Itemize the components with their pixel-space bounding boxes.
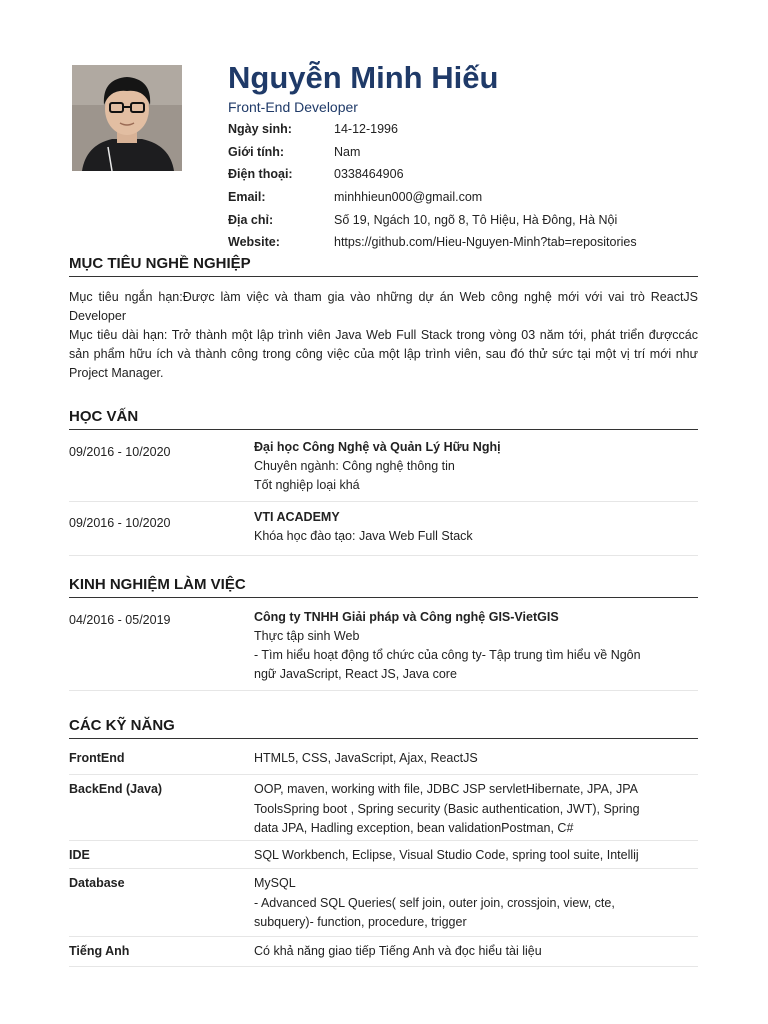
info-label: Email: <box>228 190 266 205</box>
info-value: 0338464906 <box>334 167 404 182</box>
info-row-email <box>228 186 698 209</box>
entry-body <box>254 508 698 555</box>
skill-line: HTML5, CSS, JavaScript, Ajax, ReactJS <box>254 751 478 765</box>
section-title-objective: MỤC TIÊU NGHỀ NGHIỆP <box>69 255 698 277</box>
entry-line: ngữ JavaScript, React JS, Java core <box>254 667 457 681</box>
info-label: Điện thoại: <box>228 167 293 182</box>
skill-row <box>69 747 698 775</box>
skill-line: Có khả năng giao tiếp Tiếng Anh và đọc hiểu tài liệu <box>254 944 542 958</box>
skill-desc <box>254 846 698 868</box>
education-item <box>69 502 698 556</box>
profile-photo <box>72 65 182 171</box>
skill-name: Database <box>69 876 125 890</box>
info-value: Nam <box>334 144 361 159</box>
skill-row <box>69 869 698 937</box>
entry-org: Đại học Công Nghệ và Quản Lý Hữu Nghị <box>254 440 501 454</box>
info-row-address <box>228 208 698 231</box>
skill-row <box>69 937 698 967</box>
info-label: Ngày sinh: <box>228 122 292 137</box>
info-row-dob <box>228 118 698 141</box>
entry-line: Chuyên ngành: Công nghệ thông tin <box>254 459 455 473</box>
info-label: Giới tính: <box>228 144 285 159</box>
entry-date: 04/2016 - 05/2019 <box>69 613 171 627</box>
skill-line: ToolsSpring boot , Spring security (Basic authentication, JWT), Spring <box>254 801 640 816</box>
personal-info <box>228 118 698 254</box>
section-title-education: HỌC VẤN <box>69 408 698 430</box>
entry-org: Công ty TNHH Giải pháp và Công nghệ GIS-VietGIS <box>254 610 559 624</box>
entry-body <box>254 608 698 690</box>
skill-line: MySQL <box>254 876 296 890</box>
info-value: Số 19, Ngách 10, ngõ 8, Tô Hiệu, Hà Đông, Hà Nội <box>334 212 618 227</box>
skill-desc <box>254 874 698 936</box>
entry-date: 09/2016 - 10/2020 <box>69 445 171 459</box>
objective-short-term: Mục tiêu ngắn hạn:Được làm việc và tham gia vào những dự án Web công nghệ mới với vai trò ReactJS Developer <box>69 290 698 323</box>
skill-line: - Advanced SQL Queries( self join, outer join, crossjoin, view, cte, <box>254 895 615 910</box>
info-value: https://github.com/Hieu-Nguyen-Minh?tab=repositories <box>334 235 637 250</box>
skills-table <box>69 747 698 967</box>
skill-line: SQL Workbench, Eclipse, Visual Studio Code, spring tool suite, Intellij <box>254 848 639 862</box>
skill-name: FrontEnd <box>69 751 125 765</box>
entry-line: Khóa học đào tạo: Java Web Full Stack <box>254 529 473 543</box>
info-row-website <box>228 231 698 254</box>
info-row-phone <box>228 163 698 186</box>
entry-body <box>254 438 698 501</box>
person-silhouette-icon <box>72 65 182 171</box>
info-value: minhhieun000@gmail.com <box>334 190 483 205</box>
section-title-skills: CÁC KỸ NĂNG <box>69 717 698 739</box>
skill-name: BackEnd (Java) <box>69 782 163 796</box>
candidate-role: Front-End Developer <box>228 99 358 115</box>
entry-line: Tốt nghiệp loại khá <box>254 478 360 492</box>
entry-org: VTI ACADEMY <box>254 510 340 524</box>
skill-desc <box>254 942 698 966</box>
skill-name: Tiếng Anh <box>69 944 130 958</box>
section-title-experience: KINH NGHIỆM LÀM VIỆC <box>69 576 698 598</box>
objective-text <box>69 288 698 383</box>
experience-list <box>69 608 698 691</box>
skill-row <box>69 775 698 841</box>
education-item <box>69 438 698 502</box>
skill-desc <box>254 749 698 774</box>
skill-desc <box>254 780 698 840</box>
skill-line: OOP, maven, working with file, JDBC JSP servletHibernate, JPA, JPA <box>254 782 638 796</box>
skill-row <box>69 841 698 869</box>
skill-name: IDE <box>69 848 90 862</box>
entry-date: 09/2016 - 10/2020 <box>69 516 171 530</box>
entry-line: Thực tập sinh Web <box>254 629 360 643</box>
entry-line: - Tìm hiểu hoạt động tổ chức của công ty- Tập trung tìm hiểu về Ngôn <box>254 648 641 662</box>
info-label: Địa chỉ: <box>228 212 274 227</box>
info-row-gender <box>228 141 698 164</box>
experience-item <box>69 608 698 691</box>
info-label: Website: <box>228 235 280 250</box>
skill-line: subquery)- function, procedure, trigger <box>254 915 467 929</box>
candidate-name: Nguyễn Minh Hiếu <box>228 60 499 95</box>
objective-long-term: Mục tiêu dài hạn: Trở thành một lập trình viên Java Web Full Stack trong vòng 03 năm tới, phát triển đượccác sản phẩm hữu ích và thành công trong công việc của một lập trình viên, sau đó thử sức tại một vị trí mới như Project Manager. <box>69 328 698 380</box>
education-list <box>69 438 698 556</box>
info-value: 14-12-1996 <box>334 122 398 137</box>
skill-line: data JPA, Hadling exception, bean validationPostman, C# <box>254 821 574 835</box>
